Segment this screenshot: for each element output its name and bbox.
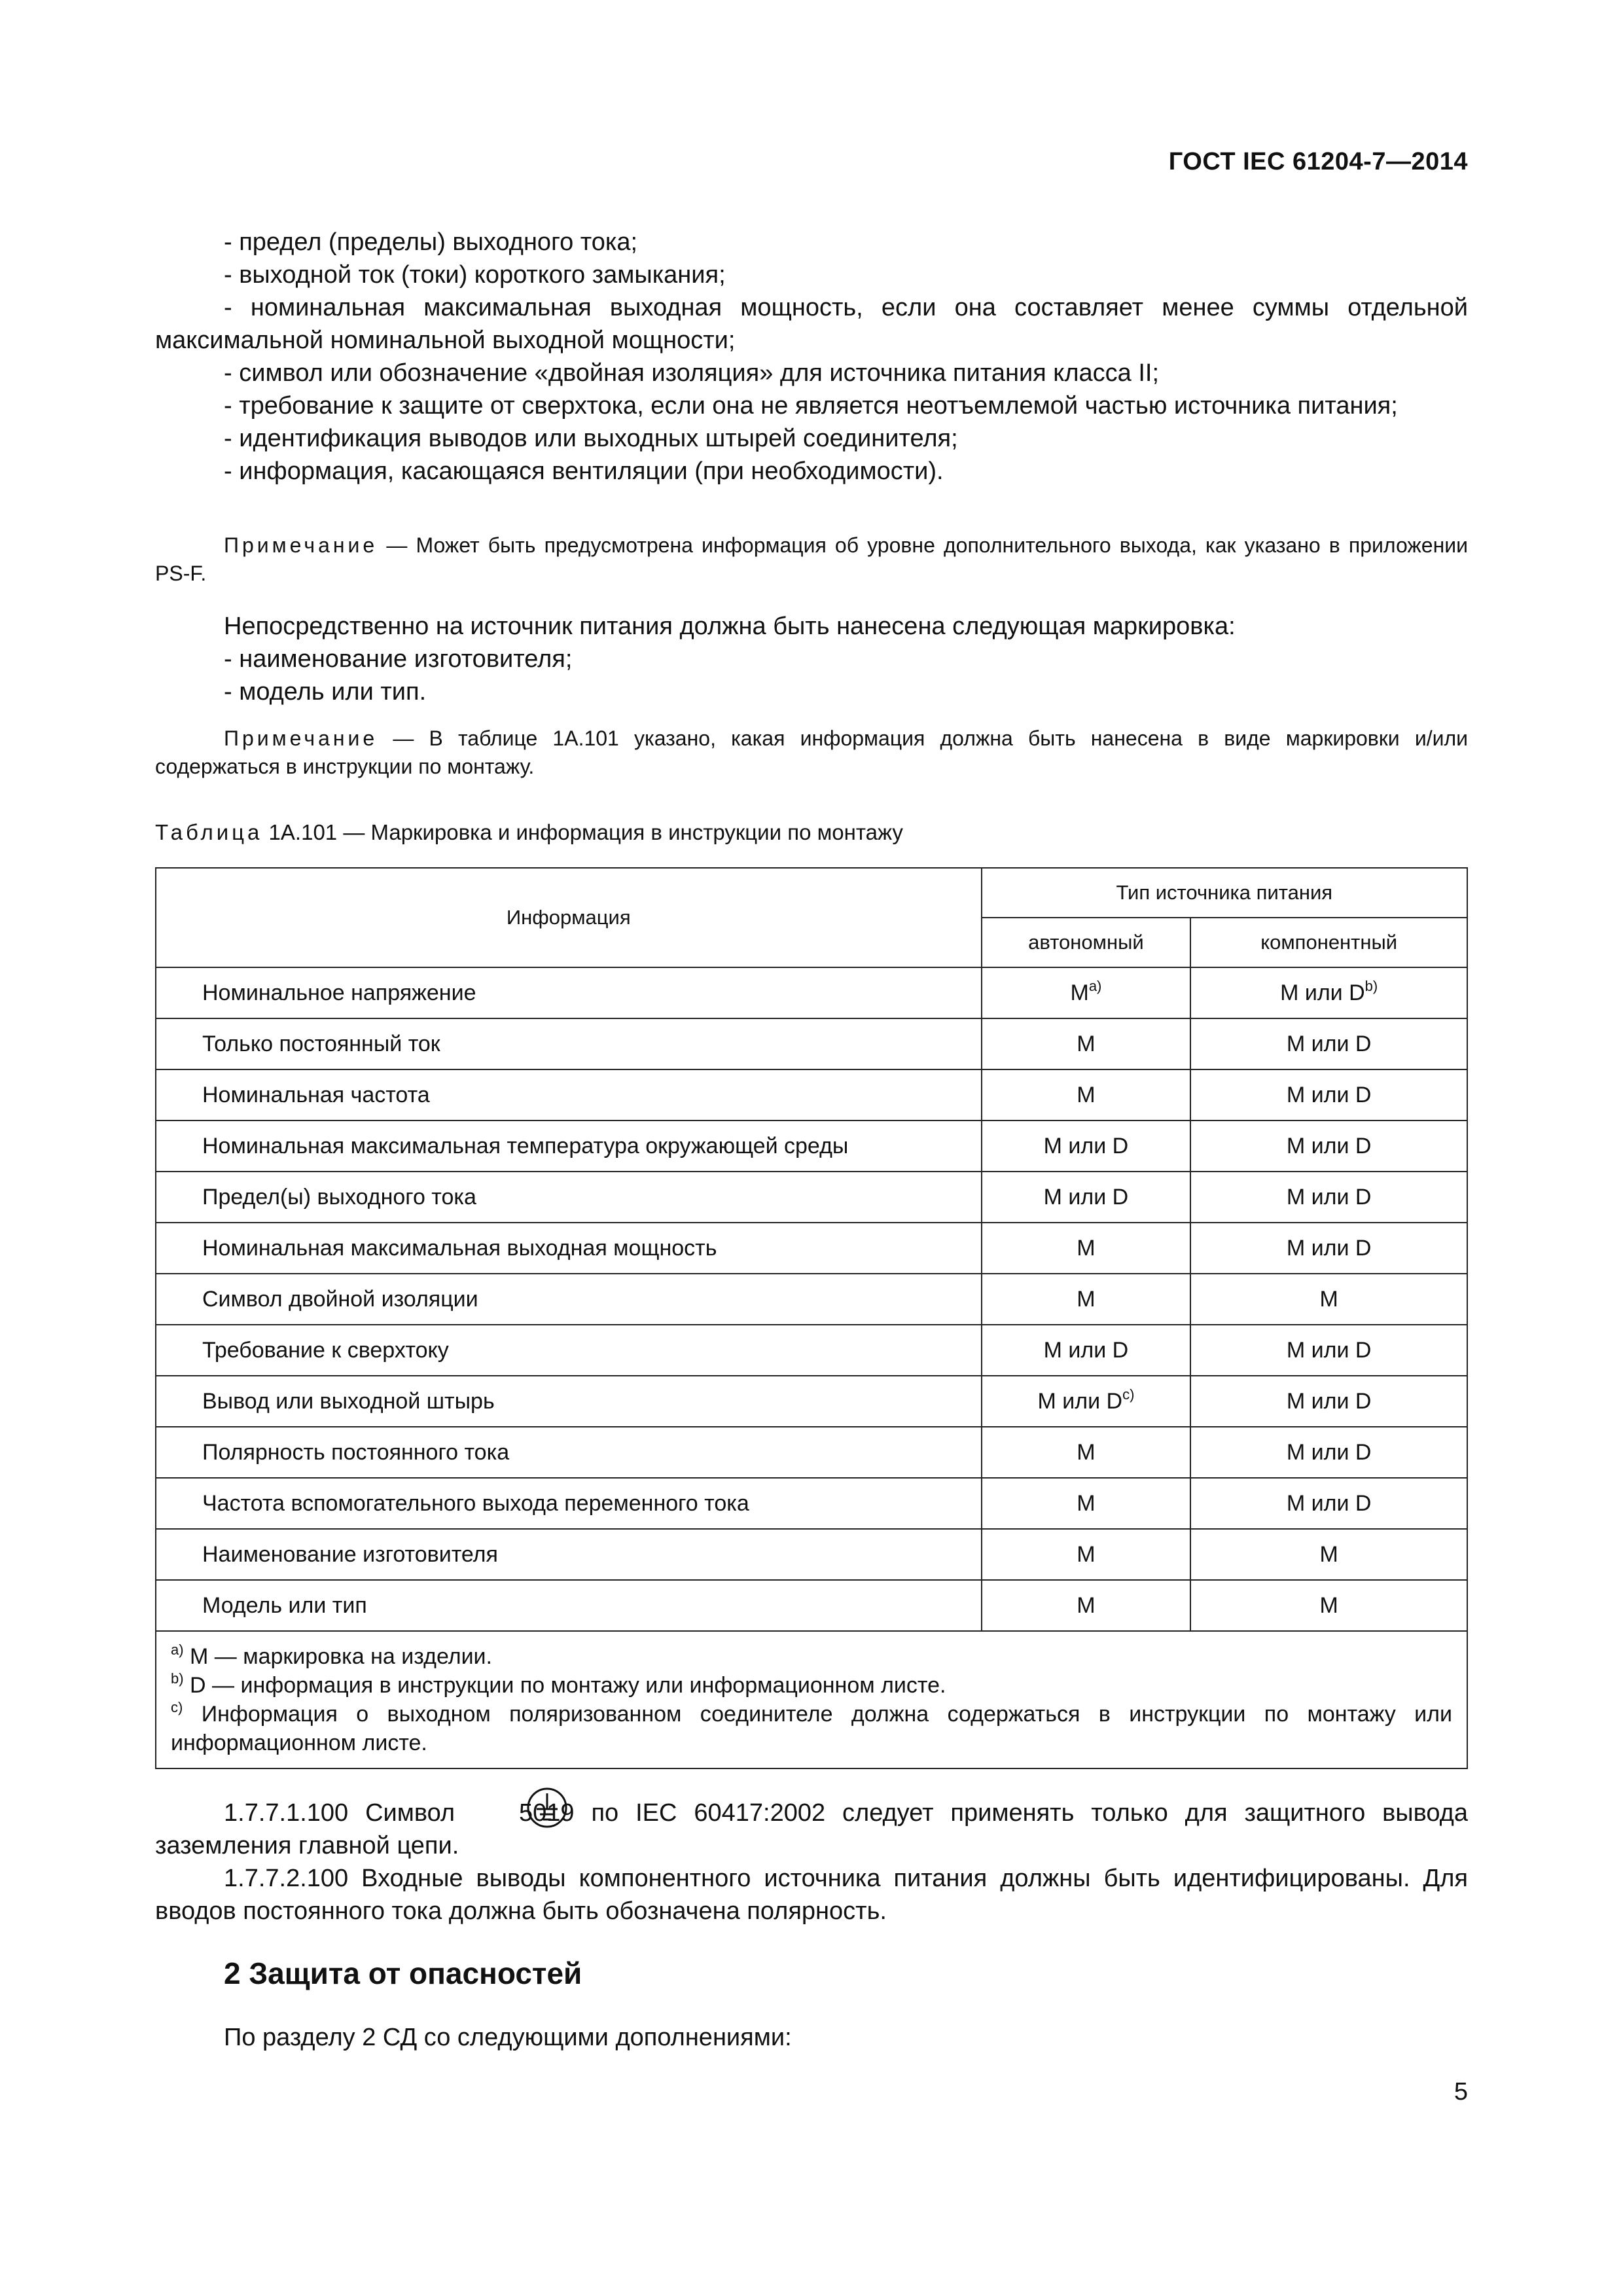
cell-standalone: $M^{a)}$ — [982, 967, 1191, 1018]
cell-component: M или D — [1190, 1121, 1467, 1172]
intro-list — [155, 226, 1468, 488]
cell-information: Частота вспомогательного выхода переменного тока — [156, 1478, 982, 1529]
cell-information: Номинальная частота — [156, 1069, 982, 1121]
list-item: - предел (пределы) выходного тока; — [224, 228, 638, 256]
cell-information: Модель или тип — [156, 1580, 982, 1631]
list-item: - символ или обозначение «двойная изоляция» для источника питания класса II; — [224, 359, 1160, 387]
cell-component: M или D — [1190, 1018, 1467, 1069]
note-text: — Может быть предусмотрена информация об уровне дополнительного выхода, как указано в приложении PS-F. — [155, 533, 1468, 585]
note-label: Примечание — [224, 726, 378, 750]
footnote-c: $^{c)}$ Информация о выходном поляризованном соединителе должна содержаться в инструкции по монтажу или информационном листе. — [171, 1699, 1452, 1755]
cell-component: M — [1190, 1529, 1467, 1580]
cell-standalone: M — [982, 1018, 1191, 1069]
protective-earth-icon — [457, 1787, 499, 1829]
cell-component: M или D — [1190, 1325, 1467, 1376]
cell-standalone: M — [982, 1427, 1191, 1478]
footnote-b: $^{b)}$ D — информация в инструкции по монтажу или информационном листе. — [171, 1670, 946, 1698]
cell-component: M или D — [1190, 1069, 1467, 1121]
cell-standalone: M — [982, 1274, 1191, 1325]
header-information: Информация — [156, 868, 982, 967]
cell-information: Номинальное напряжение — [156, 967, 982, 1018]
section-intro-block — [155, 2021, 1468, 2054]
cell-standalone: M — [982, 1223, 1191, 1274]
list-item: - модель или тип. — [224, 678, 427, 706]
cell-information: Требование к сверхтоку — [156, 1325, 982, 1376]
footnote-a: $^{a)}$ M — маркировка на изделии. — [171, 1641, 492, 1669]
cell-information: Наименование изготовителя — [156, 1529, 982, 1580]
cell-component: M или D — [1190, 1427, 1467, 1478]
cell-standalone: M — [982, 1580, 1191, 1631]
table-row — [156, 1223, 1467, 1274]
cell-standalone: M — [982, 1069, 1191, 1121]
table-caption-text: 1А.101 — Маркировка и информация в инструкции по монтажу — [262, 820, 903, 844]
cell-standalone: M или D — [982, 1121, 1191, 1172]
clause-1-7-7-2-100: 1.7.7.2.100 Входные выводы компонентного источника питания должны быть идентифицированы. Для вводов постоянного тока должна быть обозначена полярность. — [155, 1865, 1468, 1925]
table-caption-label: Таблица — [155, 820, 263, 844]
note-1 — [155, 531, 1468, 588]
cell-component: M — [1190, 1274, 1467, 1325]
header-standalone: автономный — [982, 918, 1191, 967]
list-item: - номинальная максимальная выходная мощность, если она составляет менее суммы отдельной максимальной номинальной выходной мощности; — [155, 294, 1468, 354]
page-number: 5 — [1454, 2078, 1468, 2106]
table-row — [156, 1172, 1467, 1223]
cell-information: Номинальная максимальная температура окружающей среды — [156, 1121, 982, 1172]
list-item: - идентификация выводов или выходных штырей соединителя; — [224, 425, 958, 452]
cell-component: M или D — [1190, 1223, 1467, 1274]
cell-standalone: M или D — [982, 1325, 1191, 1376]
cell-information: Вывод или выходной штырь — [156, 1376, 982, 1427]
cell-component: M или $D^{b)}$ — [1190, 967, 1467, 1018]
cell-information: Только постоянный ток — [156, 1018, 982, 1069]
table-row — [156, 1427, 1467, 1478]
table-row — [156, 1325, 1467, 1376]
section-intro: По разделу 2 СД со следующими дополнениями: — [224, 2024, 792, 2051]
note-text: — В таблице 1А.101 указано, какая информация должна быть нанесена в виде маркировки и/или содержаться в инструкции по монтажу. — [155, 726, 1468, 778]
table-footnotes — [156, 1631, 1467, 1768]
table-row — [156, 1018, 1467, 1069]
cell-component: M — [1190, 1580, 1467, 1631]
list-item: - информация, касающаяся вентиляции (при необходимости). — [224, 457, 944, 485]
section-heading: 2 Защита от опасностей — [224, 1956, 582, 1990]
marking-block — [155, 610, 1468, 708]
cell-component: M или D — [1190, 1478, 1467, 1529]
list-item: - выходной ток (токи) короткого замыкания; — [224, 261, 726, 289]
list-item: - требование к защите от сверхтока, если она не является неотъемлемой частью источника питания; — [224, 392, 1398, 420]
cell-information: Номинальная максимальная выходная мощность — [156, 1223, 982, 1274]
table-row — [156, 1529, 1467, 1580]
note-label: Примечание — [224, 533, 378, 557]
table-row — [156, 1376, 1467, 1427]
table-row — [156, 967, 1467, 1018]
table-row — [156, 1580, 1467, 1631]
table-row — [156, 1478, 1467, 1529]
clause-1-7-7-1-100: 1.7.7.1.100 Символ 5019 по IEC 60417:2002 следует применять только для защитного вывода заземления главной цепи. — [155, 1787, 1468, 1862]
header-component: компонентный — [1190, 918, 1467, 967]
table-row — [156, 1121, 1467, 1172]
marking-intro: Непосредственно на источник питания должна быть нанесена следующая маркировка: — [224, 613, 1236, 640]
cell-standalone: M или $D^{c)}$ — [982, 1376, 1191, 1427]
document-id-header: ГОСТ IEC 61204-7—2014 — [1168, 148, 1468, 175]
marking-table — [155, 867, 1468, 1769]
cell-standalone: M — [982, 1529, 1191, 1580]
cell-component: M или D — [1190, 1376, 1467, 1427]
table-row — [156, 1069, 1467, 1121]
cell-information: Символ двойной изоляции — [156, 1274, 982, 1325]
table-caption — [155, 820, 903, 845]
cell-standalone: M — [982, 1478, 1191, 1529]
cell-information: Предел(ы) выходного тока — [156, 1172, 982, 1223]
cell-component: M или D — [1190, 1172, 1467, 1223]
note-2 — [155, 725, 1468, 781]
cell-information: Полярность постоянного тока — [156, 1427, 982, 1478]
list-item: - наименование изготовителя; — [224, 645, 573, 673]
header-supply-type: Тип источника питания — [982, 868, 1467, 918]
clauses — [155, 1787, 1468, 1928]
cell-standalone: M или D — [982, 1172, 1191, 1223]
table-row — [156, 1274, 1467, 1325]
